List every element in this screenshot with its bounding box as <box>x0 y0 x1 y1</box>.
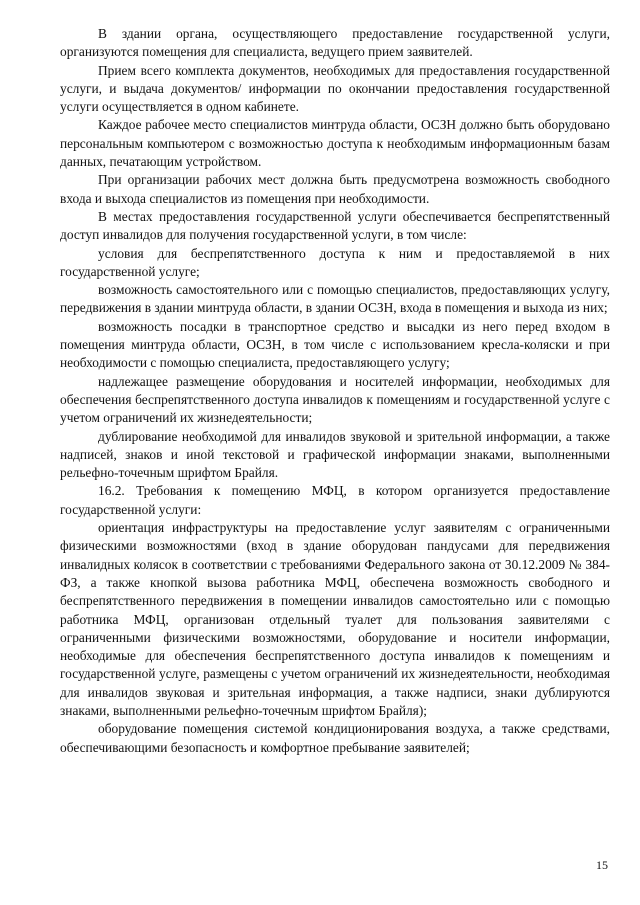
list-item-air-conditioning: оборудование помещения системой кондиционирования воздуха, а также средствами, обеспечивающими безопасность и комфортное пребывание заявителей; <box>60 721 610 755</box>
page-number: 15 <box>596 858 608 872</box>
paragraph-disabled-access: В местах предоставления государственной услуги обеспечивается беспрепятственный доступ инвалидов для получения государственной услуги, в том числе: <box>60 208 610 243</box>
paragraph-document-reception: Прием всего комплекта документов, необходимых для предоставления государственной услуги, и выдача документов/ информации по окончании предоставления государственной услуги осуществляется в одном кабинете. <box>60 62 610 115</box>
paragraph-workplace-equipment: Каждое рабочее место специалистов минтруда области, ОСЗН должно быть оборудовано персональным компьютером с возможностью доступа к необходимым информационным базам данных, печатающим устройством. <box>60 117 610 170</box>
section-heading-mfc: 16.2. Требования к помещению МФЦ, в котором организуется предоставление государственной услуги: <box>60 483 610 517</box>
list-item-equipment-placement: надлежащее размещение оборудования и носителей информации, необходимых для обеспечения беспрепятственного доступа инвалидов к помещениям и государственной услуге с учетом ограничений их жизнедеятельности; <box>60 373 610 426</box>
document-page <box>60 25 610 757</box>
paragraph-free-access: При организации рабочих мест должна быть предусмотрена возможность свободного входа и выхода специалистов из помещения при необходимости. <box>60 172 610 206</box>
list-item-infrastructure: ориентация инфраструктуры на предоставление услуг заявителям с ограниченными физическими возможностями (вход в здание оборудован пандусами для передвижения инвалидных колясок в соответствии с требованиями Федерального закона от 30.12.2009 № 384-ФЗ, а также кнопкой вызова работника МФЦ, обеспечена возможность свободного и беспрепятственного передвижения в помещении инвалидов самостоятельно или с помощью работника МФЦ, организован отдельный туалет для пользования заявителями с ограниченными физическими возможностями, оборудование и носители информации, необходимые для обеспечения беспрепятственного доступа инвалидов к помещениям и государственной услуге, размещены с учетом ограничений их жизнедеятельности, необходимая для инвалидов звуковая и зрительная информация, а также надписи, знаки дублируются знаками, выполненными рельефно-точечным шрифтом Брайля); <box>60 520 610 718</box>
list-item-movement: возможность самостоятельного или с помощью специалистов, предоставляющих услугу, передвижения в здании минтруда области, в здании ОСЗН, входа в помещения и выхода из них; <box>60 282 610 316</box>
list-item-braille: дублирование необходимой для инвалидов звуковой и зрительной информации, а также надписей, знаков и иной текстовой и графической информации знаками, выполненными рельефно-точечным шрифтом Брайля. <box>60 428 610 481</box>
list-item-transport: возможность посадки в транспортное средство и высадки из него перед входом в помещения минтруда области, ОСЗН, в том числе с использованием кресла-коляски и при необходимости с помощью специалиста, предоставляющего услугу; <box>60 318 610 371</box>
paragraph-premises: В здании органа, осуществляющего предоставление государственной услуги, организуются помещения для специалиста, ведущего прием заявителей. <box>60 26 610 60</box>
list-item-access-conditions: условия для беспрепятственного доступа к ним и предоставляемой в них государственной услуге; <box>60 245 610 279</box>
